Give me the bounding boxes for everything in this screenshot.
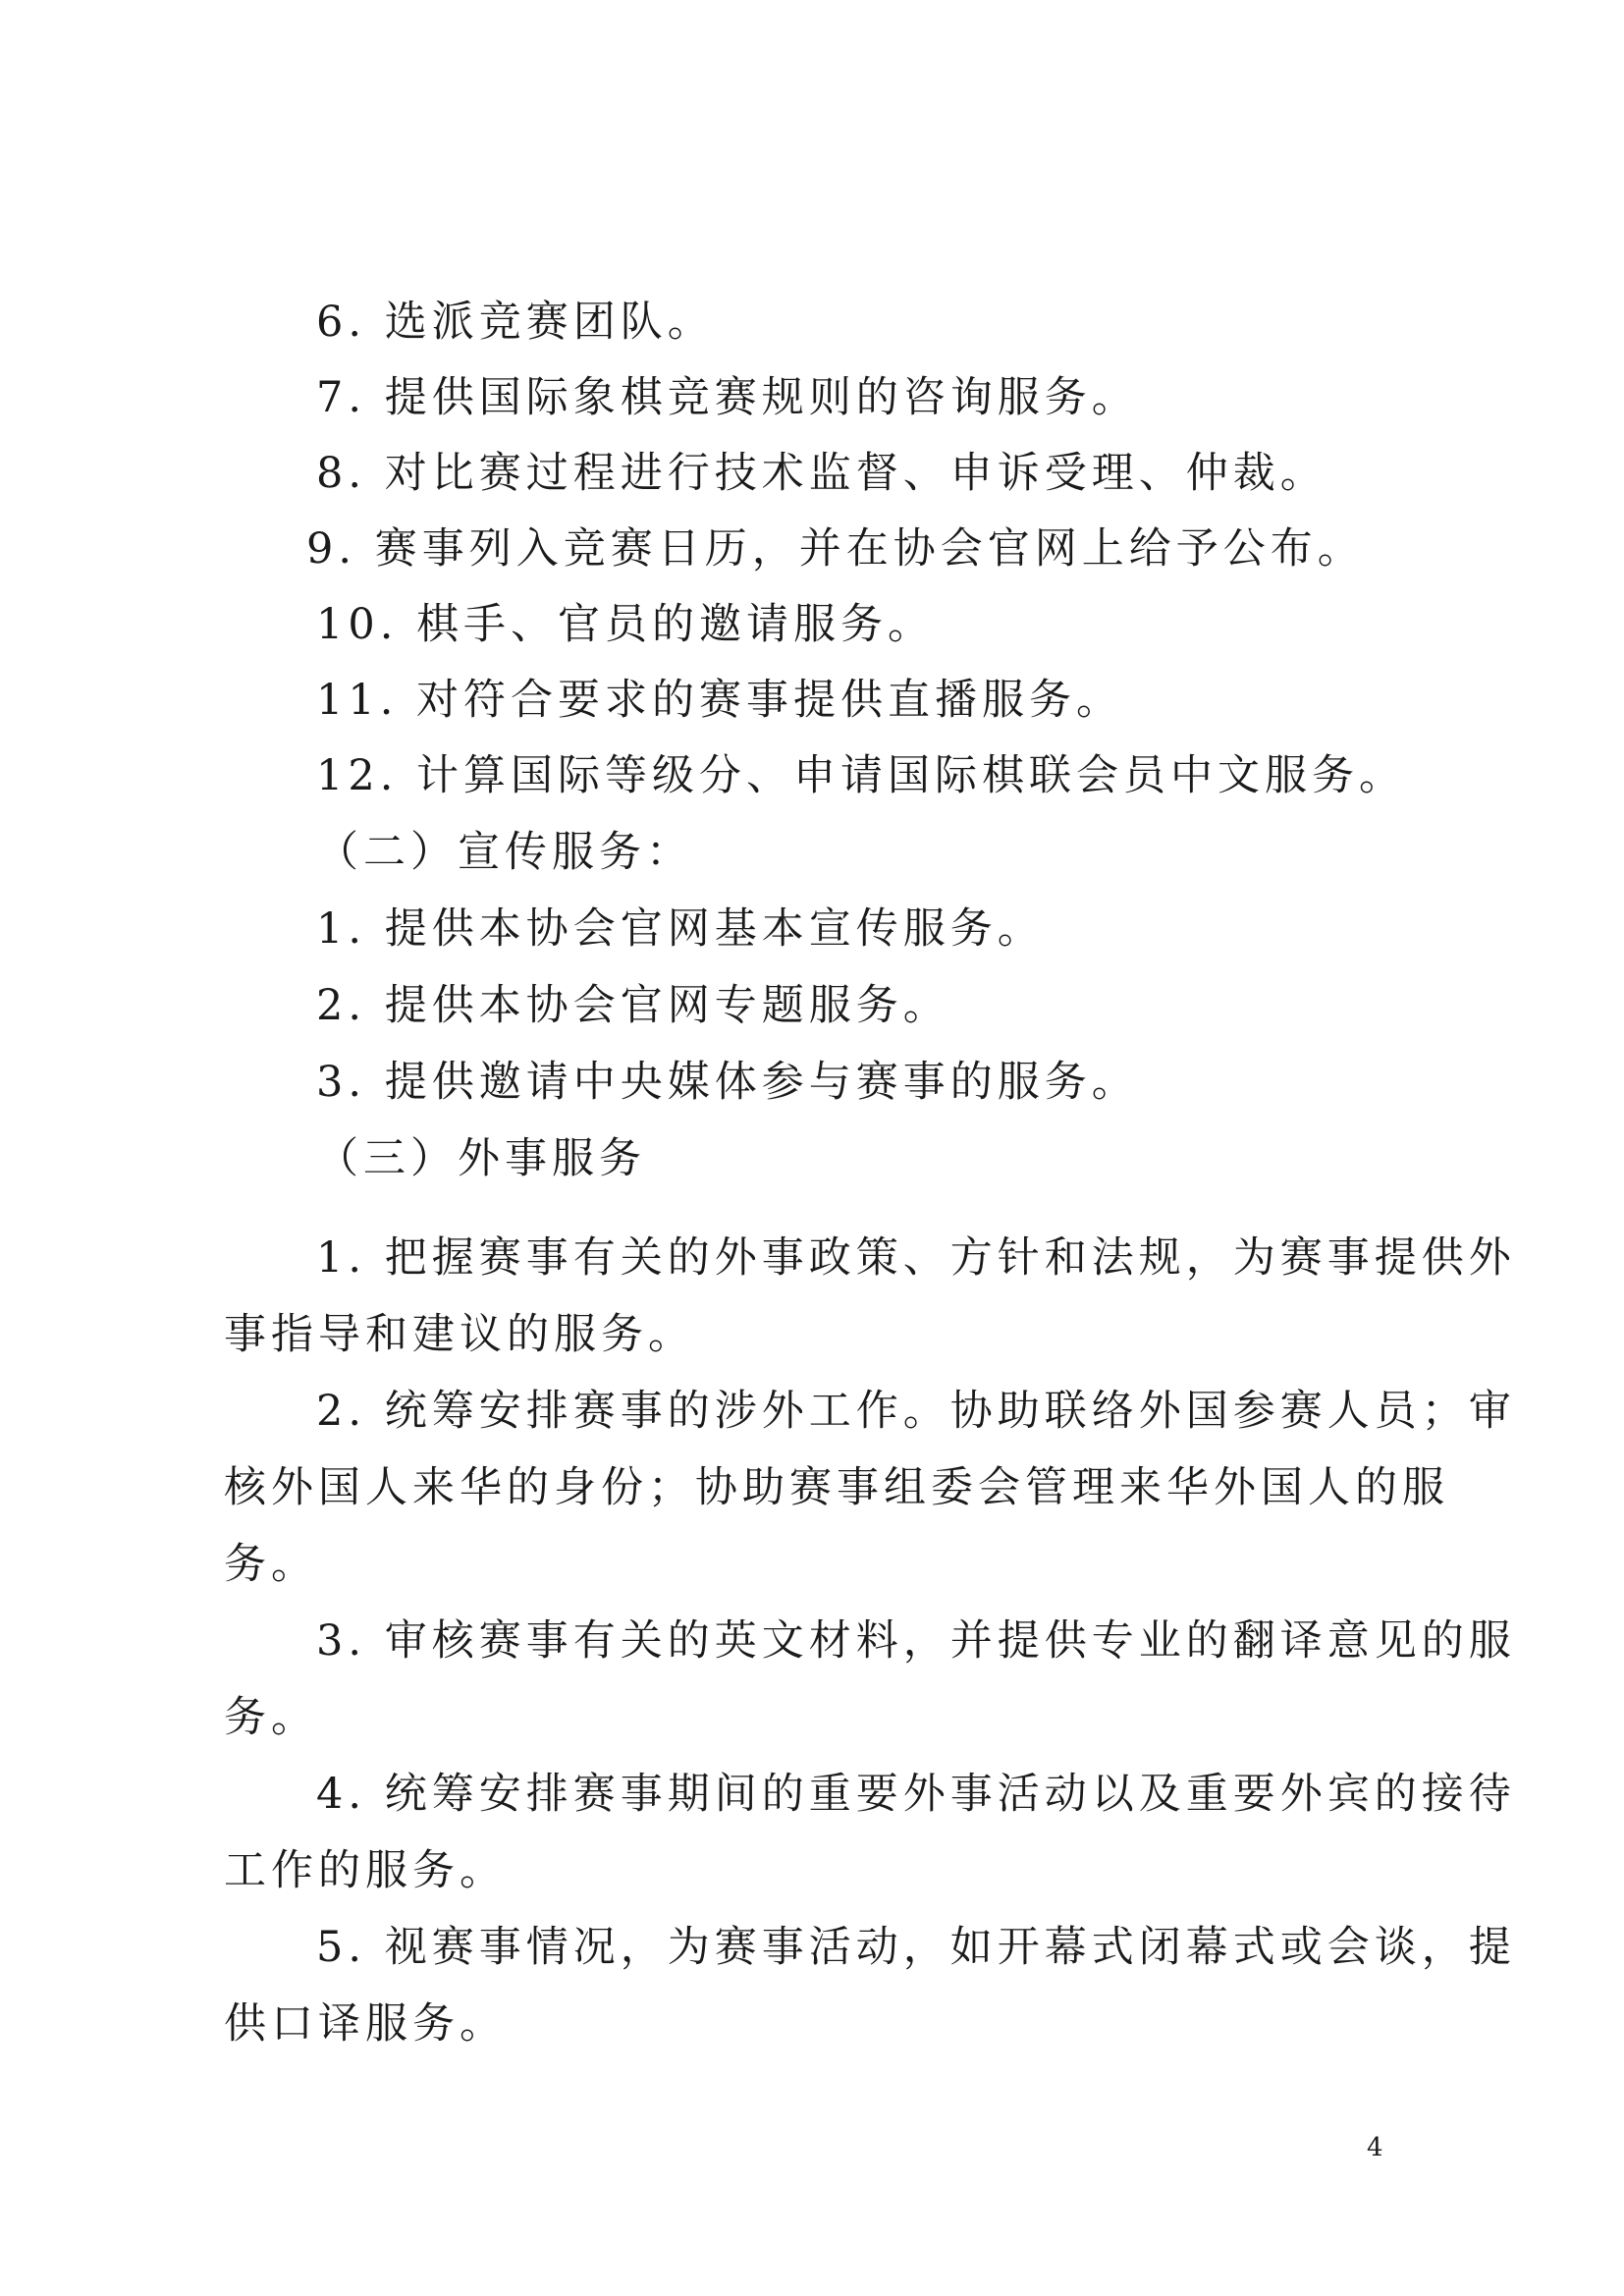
list-item-10: 10. 棋手、官员的邀请服务。: [316, 600, 936, 649]
foreign-affairs-item-5: 5. 视赛事情况，为赛事活动，如开幕式闭幕式或会谈，提: [316, 1923, 1516, 1972]
foreign-affairs-item-2-cont2: 务。: [224, 1540, 318, 1589]
foreign-affairs-item-2: 2. 统筹安排赛事的涉外工作。协助联络外国参赛人员；审: [316, 1387, 1516, 1436]
publicity-item-3: 3. 提供邀请中央媒体参与赛事的服务。: [316, 1058, 1139, 1107]
publicity-item-1: 1. 提供本协会官网基本宣传服务。: [316, 904, 1045, 954]
list-item-12: 12. 计算国际等级分、申请国际棋联会员中文服务。: [316, 751, 1407, 800]
list-item-7: 7. 提供国际象棋竞赛规则的咨询服务。: [316, 373, 1139, 422]
foreign-affairs-item-3-cont: 务。: [224, 1693, 318, 1742]
foreign-affairs-item-2-cont: 核外国人来华的身份；协助赛事组委会管理来华外国人的服: [224, 1463, 1449, 1512]
section-heading-foreign-affairs: （三）外事服务: [316, 1134, 646, 1183]
page-number: 4: [1367, 2133, 1383, 2162]
publicity-item-2: 2. 提供本协会官网专题服务。: [316, 981, 950, 1030]
list-item-8: 8. 对比赛过程进行技术监督、申诉受理、仲裁。: [316, 449, 1327, 498]
foreign-affairs-item-4-cont: 工作的服务。: [224, 1846, 507, 1895]
foreign-affairs-item-1-cont: 事指导和建议的服务。: [224, 1310, 695, 1359]
foreign-affairs-item-5-cont: 供口译服务。: [224, 1999, 507, 2049]
list-item-6: 6. 选派竞赛团队。: [316, 298, 715, 347]
list-item-9: 9. 赛事列入竞赛日历，并在协会官网上给予公布。: [306, 524, 1365, 574]
foreign-affairs-item-1: 1. 把握赛事有关的外事政策、方针和法规，为赛事提供外: [316, 1233, 1516, 1283]
foreign-affairs-item-3: 3. 审核赛事有关的英文材料，并提供专业的翻译意见的服: [316, 1616, 1516, 1666]
foreign-affairs-item-4: 4. 统筹安排赛事期间的重要外事活动以及重要外宾的接待: [316, 1770, 1516, 1819]
section-heading-publicity: （二）宣传服务：: [316, 828, 693, 877]
list-item-11: 11. 对符合要求的赛事提供直播服务。: [316, 676, 1124, 725]
